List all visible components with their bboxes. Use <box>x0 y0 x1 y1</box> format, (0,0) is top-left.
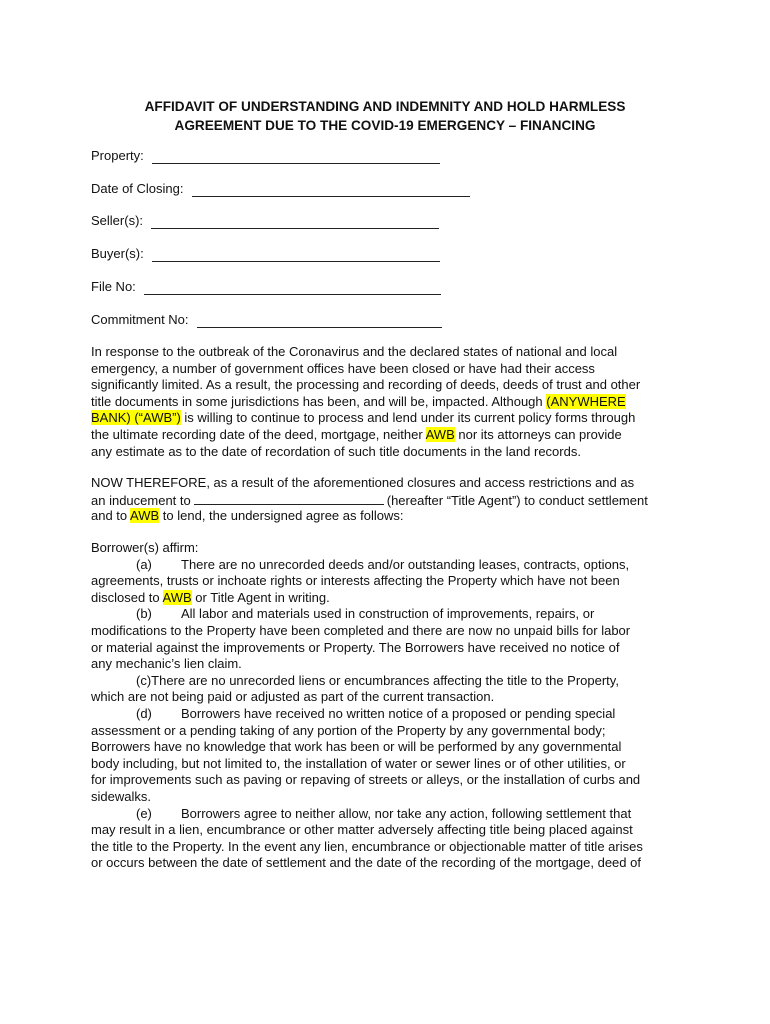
clause-e-label: (e) <box>136 805 152 821</box>
intro-line: any estimate as to the date of recordation of such title documents in the land records. <box>91 443 581 459</box>
clause-d-line: for improvements such as paving or repaving of streets or alleys, or the installation of curbs and <box>91 772 641 788</box>
clause-text: All labor and materials used in construction of improvements, repairs, or <box>181 606 595 622</box>
intro-text: nor its attorneys can provide <box>454 426 622 442</box>
clause-d-label: (d) <box>136 705 152 721</box>
document-title <box>0 97 770 135</box>
clause-e-line: the title to the Property. In the event any lien, encumbrance or objectionable matter of title arises <box>91 838 643 854</box>
commitment-no-label: Commitment No: <box>91 312 189 327</box>
clause-b-line: any mechanic’s lien claim. <box>91 656 242 672</box>
affirm-section <box>91 540 691 872</box>
intro-line <box>91 394 691 411</box>
title-line-2: AGREEMENT DUE TO THE COVID-19 EMERGENCY – FINANCING <box>174 118 596 133</box>
buyers-field <box>91 246 440 262</box>
affirm-heading: Borrower(s) affirm: <box>91 540 199 555</box>
clause-text: Borrowers agree to neither allow, nor take any action, following settlement that <box>181 805 632 821</box>
therefore-text: and to <box>91 508 131 524</box>
clause-e-line: or occurs between the date of settlement and the date of the recording of the mortgage, deed of <box>91 855 641 871</box>
clause-d-line: Borrowers have no knowledge that work has been or will be performed by any governmental <box>91 739 622 755</box>
highlight-awb-definition: BANK) (“AWB”) <box>91 410 181 426</box>
clause-d-line: assessment or a pending taking of any portion of the Property by any governmental body; <box>91 722 606 738</box>
sellers-field <box>91 213 439 229</box>
therefore-paragraph <box>91 475 691 525</box>
title-line-1: AFFIDAVIT OF UNDERSTANDING AND INDEMNITY AND HOLD HARMLESS <box>144 99 626 114</box>
clause-a-line <box>91 557 691 574</box>
clause-d-line: sidewalks. <box>91 788 151 804</box>
intro-text: is willing to continue to process and lend under its current policy forms through <box>180 410 636 426</box>
clause-text: (c)There are no unrecorded liens or encumbrances affecting the title to the Property, <box>136 672 619 688</box>
highlight-awb: AWB <box>425 426 455 442</box>
highlight-awb: AWB <box>130 508 160 524</box>
clause-d-line: body including, but not limited to, the installation of water or sewer lines or of other utilities, or <box>91 755 626 771</box>
file-no-blank[interactable] <box>144 281 441 295</box>
clause-text: or Title Agent in writing. <box>191 589 330 605</box>
date-of-closing-field <box>91 181 470 197</box>
file-no-field <box>91 279 441 295</box>
clause-d-line <box>91 706 691 723</box>
sellers-blank[interactable] <box>151 215 439 229</box>
clause-c-line: which are not being paid or adjusted as part of the current transaction. <box>91 689 495 705</box>
clause-a-label: (a) <box>136 556 152 572</box>
clause-text: Borrowers have received no written notice of a proposed or pending special <box>181 705 616 721</box>
property-field <box>91 148 440 164</box>
therefore-line: NOW THEREFORE, as a result of the aforementioned closures and access restrictions and as <box>91 475 635 490</box>
clause-e-line <box>91 806 691 823</box>
clause-e-line: may result in a lien, encumbrance or other matter adversely affecting title being placed against <box>91 822 633 838</box>
highlight-awb: AWB <box>162 589 192 605</box>
commitment-no-blank[interactable] <box>197 314 442 328</box>
therefore-line <box>91 492 691 509</box>
clause-a-line <box>91 590 691 607</box>
clause-c-line <box>91 673 691 690</box>
clause-b-label: (b) <box>136 606 152 622</box>
date-of-closing-blank[interactable] <box>192 183 470 197</box>
title-agent-blank[interactable] <box>194 492 384 505</box>
buyers-blank[interactable] <box>152 248 440 262</box>
highlight-anywhere-bank: (ANYWHERE <box>546 393 626 409</box>
therefore-line <box>91 508 691 525</box>
clause-text: There are no unrecorded deeds and/or outstanding leases, contracts, options, <box>181 556 630 572</box>
intro-text: the ultimate recording date of the deed, mortgage, neither <box>91 426 426 442</box>
buyers-label: Buyer(s): <box>91 246 144 261</box>
date-of-closing-label: Date of Closing: <box>91 181 184 196</box>
commitment-no-field <box>91 312 442 328</box>
property-label: Property: <box>91 148 144 163</box>
clause-b-line: modifications to the Property have been completed and there are now no unpaid bills for labor <box>91 622 631 638</box>
clause-a-line: agreements, trusts or inchoate rights or interests affecting the Property which have not been <box>91 573 620 589</box>
therefore-text: (hereafter “Title Agent”) to conduct settlement <box>386 492 648 508</box>
intro-text: title documents in some jurisdictions has been, and will be, impacted. Although <box>91 393 547 409</box>
sellers-label: Seller(s): <box>91 213 144 228</box>
intro-line: emergency, a number of government offices have been closed or have had their access <box>91 360 595 376</box>
clause-text: disclosed to <box>91 589 163 605</box>
intro-line <box>91 427 691 444</box>
intro-line: significantly limited. As a result, the processing and recording of deeds, deeds of trust and other <box>91 377 641 393</box>
property-blank[interactable] <box>152 150 440 164</box>
intro-paragraph <box>91 344 691 460</box>
clause-b-line: or material against the improvements or Property. The Borrowers have received no notice of <box>91 639 620 655</box>
intro-line <box>91 410 691 427</box>
file-no-label: File No: <box>91 279 136 294</box>
intro-line: In response to the outbreak of the Coronavirus and the declared states of national and local <box>91 344 618 359</box>
therefore-text: to lend, the undersigned agree as follows: <box>159 508 404 524</box>
clause-b-line <box>91 606 691 623</box>
therefore-text: an inducement to <box>91 492 191 508</box>
